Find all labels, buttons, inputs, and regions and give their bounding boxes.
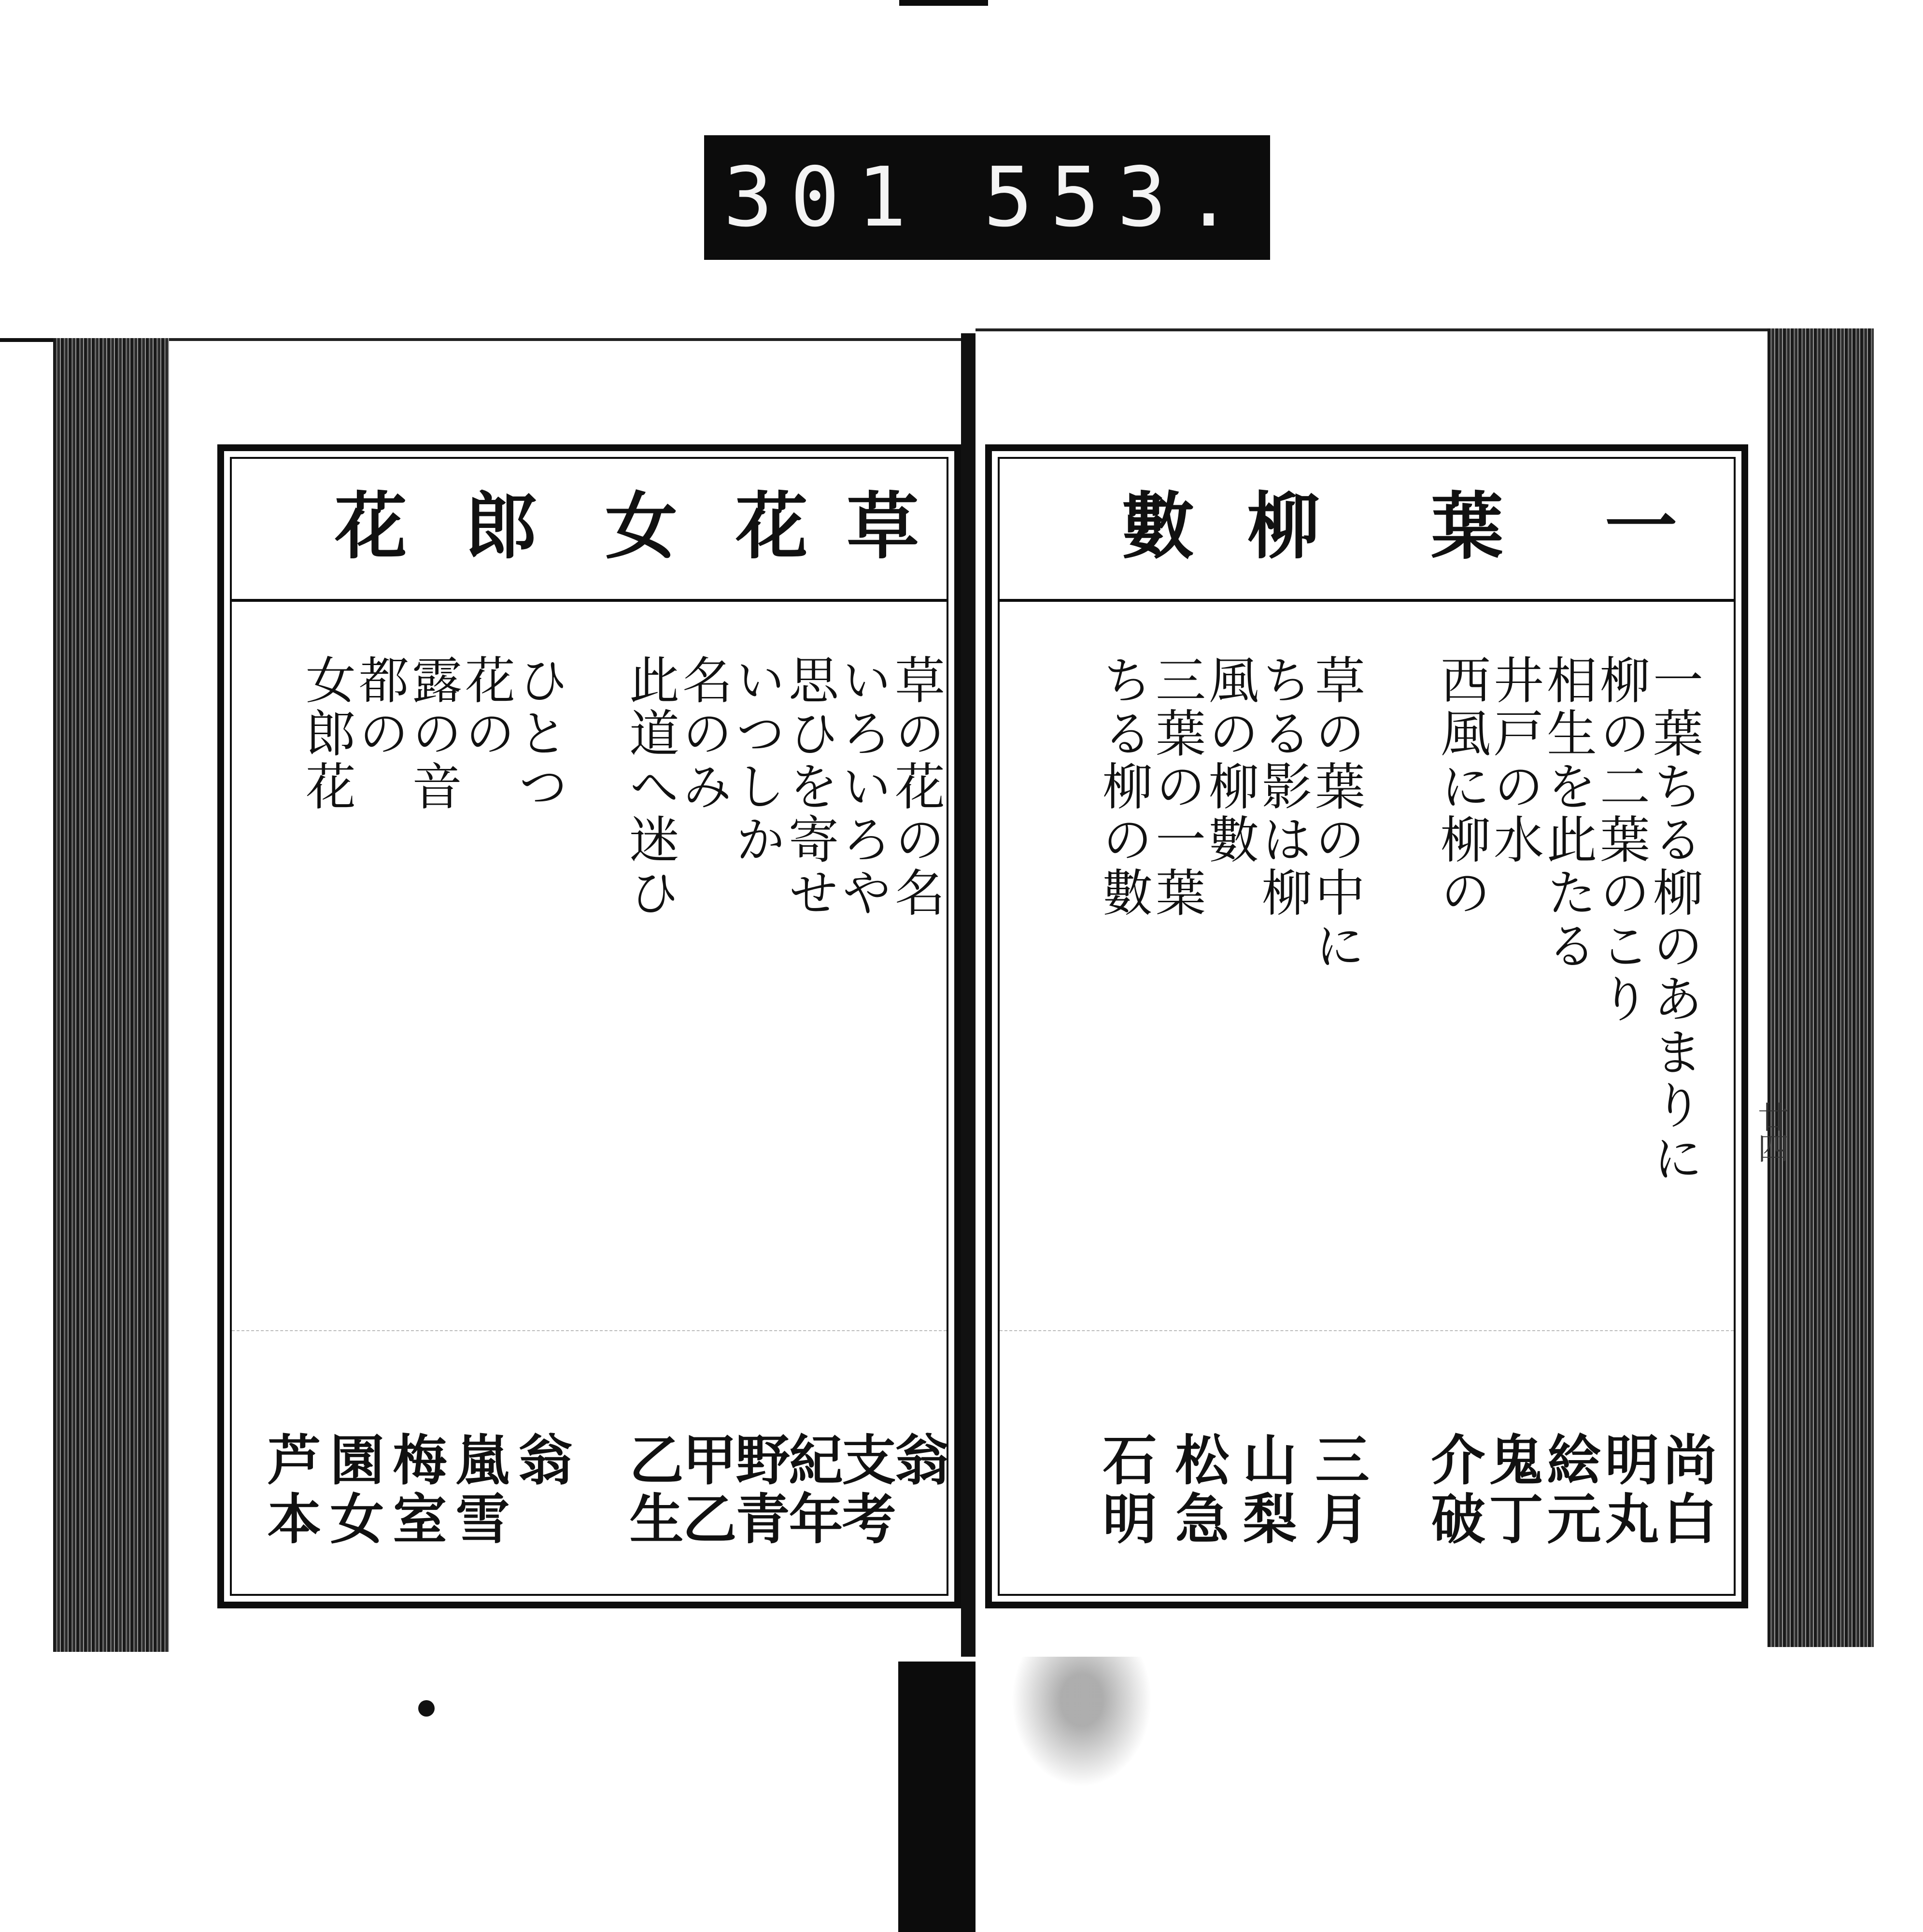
right-author-name: 介破	[1422, 1432, 1485, 1549]
right-frame-inner-rule	[998, 457, 1736, 1596]
right-author-name: 山梨	[1234, 1432, 1297, 1549]
left-frame-inner-rule	[230, 457, 948, 1596]
left-title-char: 郎	[452, 488, 537, 560]
right-author-name: 石明	[1094, 1432, 1157, 1549]
left-verse-line: ひとつ	[509, 654, 568, 813]
right-verse-line: 草の葉の中に	[1306, 654, 1365, 973]
left-verse-line: 思ひを寄せ	[780, 654, 839, 920]
left-verse-line: 草の花の名	[886, 654, 945, 920]
right-verse-line: ちる柳の數	[1094, 654, 1153, 920]
right-verse-line: 井戸の水	[1485, 654, 1544, 867]
left-author-name: 紀年	[780, 1432, 843, 1549]
folio-number: 廿四	[1753, 1101, 1788, 1163]
left-verse-line: 名のみ	[674, 654, 733, 813]
left-verse-line: いつしか	[727, 654, 786, 867]
ink-dot	[418, 1700, 435, 1717]
catalogue-number-left: 301	[723, 150, 924, 245]
left-title-char: 女	[593, 488, 678, 560]
right-author-name: 明丸	[1596, 1432, 1659, 1549]
left-author-name: 芦本	[258, 1432, 322, 1549]
catalogue-label	[704, 135, 1270, 260]
right-author-name: 絵元	[1538, 1432, 1601, 1549]
left-author-name: 園女	[321, 1432, 384, 1549]
left-title-bar	[232, 459, 947, 602]
left-author-name: 甲乙	[674, 1432, 737, 1549]
top-binding-mark	[899, 0, 988, 6]
right-title-bar	[1000, 459, 1734, 602]
right-title-char: 葉	[1418, 488, 1503, 560]
left-verse-line: 此道へ迷ひ	[621, 654, 679, 920]
right-body-divider	[1000, 1330, 1734, 1331]
left-author-name: 嵐雪	[447, 1432, 510, 1549]
left-author-name: 乙生	[621, 1432, 684, 1549]
right-verse-line: 三葉の一葉	[1147, 654, 1206, 920]
left-verse-line: いろいろや	[833, 654, 892, 920]
left-title-char: 花	[322, 488, 407, 560]
right-verse-line: 西風に柳の	[1432, 654, 1491, 920]
right-title-char: 數	[1109, 488, 1194, 560]
right-page-frame	[985, 444, 1748, 1608]
left-verse-line: 露の音	[403, 654, 462, 813]
left-author-name: 翁	[886, 1432, 949, 1491]
binding-stub	[898, 1662, 976, 1932]
left-verse-line: 女郎花	[297, 654, 356, 813]
right-author-name: 鬼丁	[1480, 1432, 1543, 1549]
left-author-name: 翁	[509, 1432, 573, 1491]
right-author-name: 尚白	[1654, 1432, 1717, 1549]
right-title-char: 柳	[1235, 488, 1320, 560]
left-author-name: 野青	[727, 1432, 790, 1549]
left-title-char: 花	[723, 488, 808, 560]
book-page-edges-left	[53, 338, 169, 1652]
right-verse-line: ちる影は柳	[1253, 654, 1312, 920]
right-author-name: 三月	[1306, 1432, 1370, 1549]
book-page-edges-right	[1767, 328, 1874, 1647]
right-title-char: 一	[1592, 488, 1677, 560]
right-verse-line: 一葉ちる柳のあまりに	[1644, 654, 1703, 1185]
edge-rule	[0, 338, 58, 342]
left-verse-line: 花の	[456, 654, 515, 760]
scan-smudge	[1000, 1657, 1164, 1802]
left-author-name: 支考	[833, 1432, 896, 1549]
left-author-name: 梅室	[384, 1432, 447, 1549]
left-page-frame	[217, 444, 961, 1608]
catalogue-number-right: 553.	[983, 150, 1251, 245]
left-verse-line: 都の	[350, 654, 409, 760]
right-verse-line: 相生を此たる	[1538, 654, 1597, 973]
left-title-char: 草	[834, 488, 919, 560]
right-author-name: 松急	[1166, 1432, 1230, 1549]
right-verse-line: 柳の二葉のこり	[1591, 654, 1650, 1026]
left-body-divider	[232, 1330, 947, 1331]
right-verse-line: 風の柳數	[1200, 654, 1259, 867]
book-spine	[961, 333, 976, 1657]
